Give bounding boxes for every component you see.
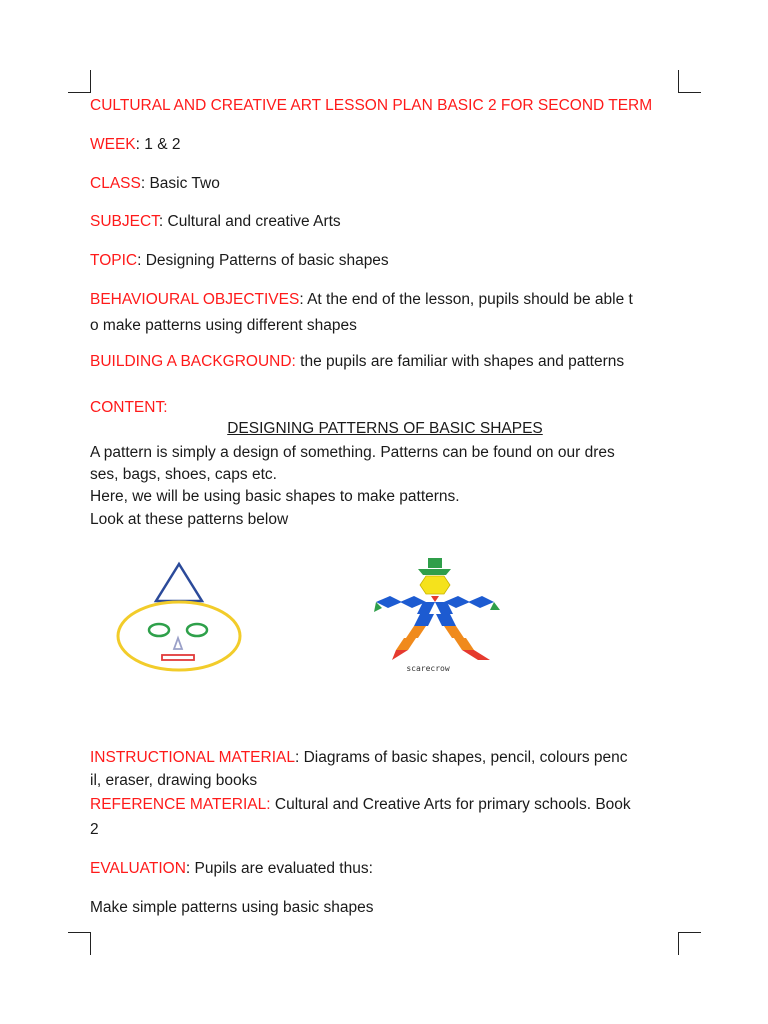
crop-mark-bottom-right — [678, 932, 701, 955]
left-foot-shape — [392, 650, 408, 660]
background-value: the pupils are familiar with shapes and patterns — [295, 353, 625, 370]
content-line3: Here, we will be using basic shapes to make patterns. — [90, 488, 460, 505]
week-row — [90, 134, 680, 156]
content-line4: Look at these patterns below — [90, 511, 289, 528]
head-hexagon-shape — [420, 576, 450, 594]
behavioural-line2: o make patterns using different shapes — [90, 317, 357, 334]
evaluation-task: Make simple patterns using basic shapes — [90, 899, 374, 916]
nose-triangle-shape — [174, 638, 182, 649]
reference-row — [90, 794, 680, 816]
topic-value: : Designing Patterns of basic shapes — [137, 252, 389, 269]
topic-row — [90, 250, 680, 272]
class-value: : Basic Two — [140, 175, 220, 192]
clown-face-pattern-image — [90, 556, 265, 676]
class-row — [90, 173, 680, 195]
subject-label: SUBJECT — [90, 213, 159, 230]
content-label: CONTENT: — [90, 399, 168, 416]
right-leg-lower-shape — [454, 638, 474, 650]
week-value: : 1 & 2 — [135, 136, 181, 153]
instructional-label: INSTRUCTIONAL MATERIAL — [90, 749, 295, 766]
reference-label: REFERENCE MATERIAL: — [90, 796, 271, 813]
mouth-rectangle-shape — [162, 655, 194, 660]
torso-lower-right-shape — [436, 614, 456, 626]
hat-brim-shape — [418, 569, 451, 575]
background-label: BUILDING A BACKGROUND: — [90, 353, 296, 370]
left-eye-shape — [149, 624, 169, 636]
evaluation-row — [90, 858, 680, 880]
scarecrow-pattern-image — [362, 552, 510, 676]
left-leg-upper-shape — [406, 626, 426, 638]
neck-triangle-shape — [431, 596, 439, 602]
crop-mark-top-right — [678, 70, 701, 93]
week-label: WEEK — [90, 136, 136, 153]
topic-label: TOPIC — [90, 252, 138, 269]
subject-row — [90, 211, 680, 233]
instructional-line1: : Diagrams of basic shapes, pencil, colours penc — [294, 749, 628, 766]
document-title: CULTURAL AND CREATIVE ART LESSON PLAN BASIC 2 FOR SECOND TERM — [90, 97, 653, 114]
right-eye-shape — [187, 624, 207, 636]
triangle-hat-shape — [156, 564, 202, 601]
instructional-line2: il, eraser, drawing books — [90, 772, 258, 789]
left-leg-lower-shape — [396, 638, 416, 650]
crop-mark-top-left — [68, 70, 91, 93]
right-foot-shape — [462, 650, 490, 660]
hat-top-shape — [428, 558, 442, 568]
behavioural-label: BEHAVIOURAL OBJECTIVES — [90, 291, 300, 308]
right-arm-outer-shape — [468, 596, 494, 608]
content-line1: A pattern is simply a design of something. Patterns can be found on our dres — [90, 444, 615, 461]
right-hand-shape — [490, 602, 500, 610]
right-leg-upper-shape — [444, 626, 464, 638]
subject-value: : Cultural and creative Arts — [158, 213, 341, 230]
behavioural-line1: : At the end of the lesson, pupils should be able t — [299, 291, 633, 308]
content-heading: DESIGNING PATTERNS OF BASIC SHAPES — [227, 420, 543, 437]
instructional-row — [90, 747, 680, 769]
evaluation-label: EVALUATION — [90, 860, 186, 877]
content-line2: ses, bags, shoes, caps etc. — [90, 466, 277, 483]
class-label: CLASS — [90, 175, 141, 192]
evaluation-value: : Pupils are evaluated thus: — [185, 860, 373, 877]
crop-mark-bottom-left — [68, 932, 91, 955]
behavioural-row — [90, 289, 680, 311]
scarecrow-caption: scarecrow — [406, 664, 450, 673]
torso-lower-left-shape — [414, 614, 434, 626]
reference-line1: Cultural and Creative Arts for primary schools. Book — [270, 796, 631, 813]
reference-line2: 2 — [90, 821, 99, 838]
background-row — [90, 351, 680, 373]
